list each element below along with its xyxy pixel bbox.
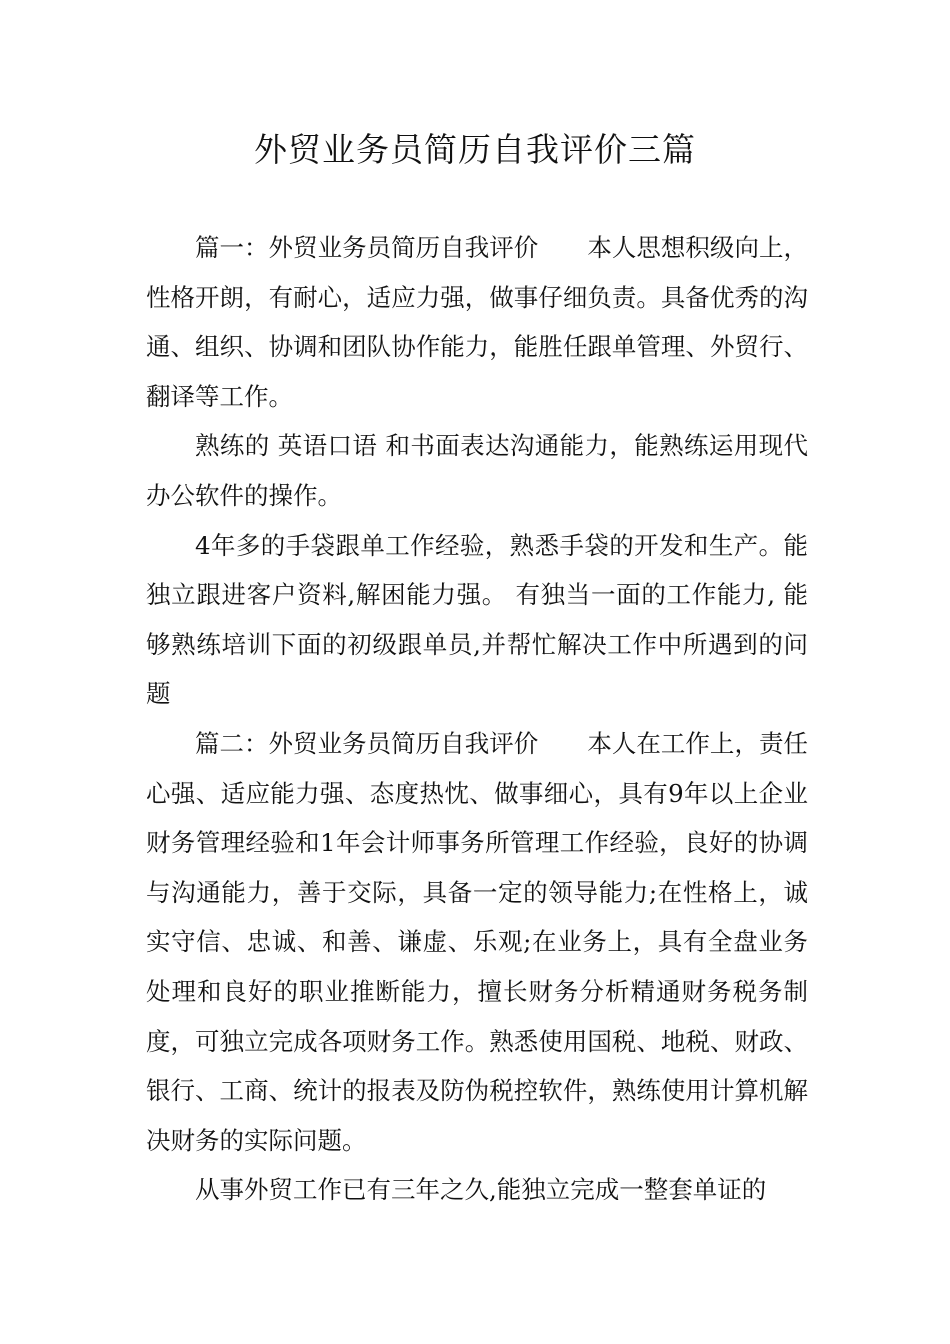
paragraph-2: 熟练的 英语口语 和书面表达沟通能力，能熟练运用现代办公软件的操作。: [146, 431, 808, 510]
paragraph-1: 篇一：外贸业务员简历自我评价 本人思想积级向上，性格开朗，有耐心，适应力强，做事仔细负责。具备优秀的沟通、组织、协调和团队协作能力，能胜任跟单管理、外贸行、翻译等工作。: [146, 233, 808, 411]
paragraph-5: 从事外贸工作已有三年之久,能独立完成一整套单证的: [195, 1175, 767, 1205]
paragraph-4: 篇二：外贸业务员简历自我评价 本人在工作上，责任心强、适应能力强、态度热忱、做事细心，具有9年以上企业财务管理经验和1年会计师事务所管理工作经验，良好的协调与沟通能力，善于交际，具备一定的领导能力;在性格上，诚实守信、忠诚、和善、谦虚、乐观;在业务上，具有全盘业务处理和良好的职业推断能力，擅长财务分析精通财务税务制度，可独立完成各项财务工作。熟悉使用国税、地税、财政、银行、工商、统计的报表及防伪税控软件，熟练使用计算机解决财务的实际问题。: [146, 728, 808, 1155]
paragraph-3: 4年多的手袋跟单工作经验，熟悉手袋的开发和生产。能独立跟进客户资料,解困能力强。 有独当一面的工作能力, 能够熟练培训下面的初级跟单员,并帮忙解决工作中所遇到的问题: [146, 530, 808, 709]
document-title: 外贸业务员简历自我评价三篇: [254, 130, 696, 169]
document-body: [146, 223, 808, 1215]
